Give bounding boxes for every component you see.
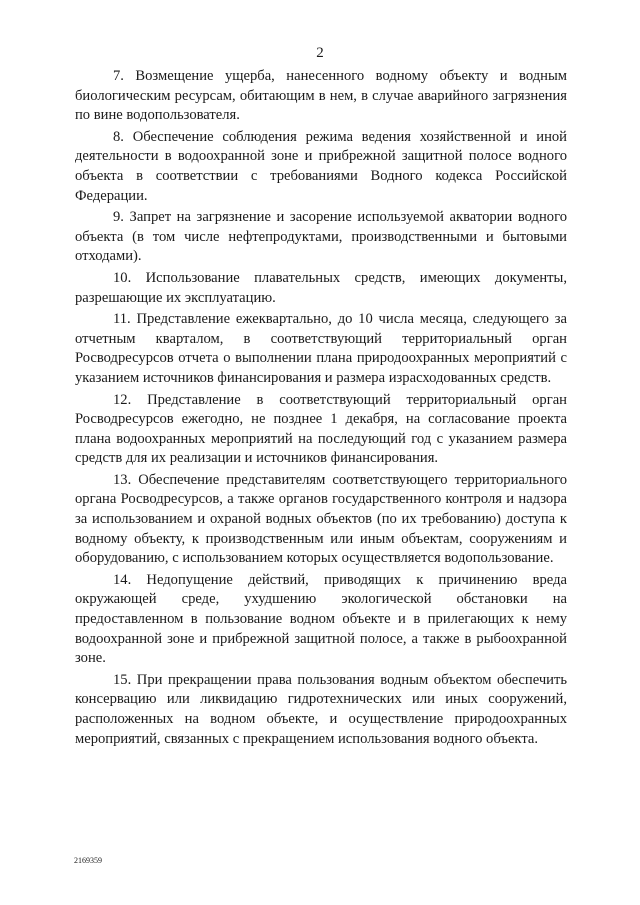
paragraph-12: 12. Представление в соответствующий территориальный орган Росводресурсов ежегодно, не позднее 1 декабря, на согласование проекта плана водоохранных мероприятий на последующий год с указанием размера средств для их реализации и источников финансирования. [75,391,567,467]
paragraph-11: 11. Представление ежеквартально, до 10 числа месяца, следующего за отчетным кварталом, в соответствующий территориальный орган Росводресурсов отчета о выполнении плана природоохранных мероприятий с указанием источников финансирования и размера израсходованных средств. [75,311,567,386]
paragraph-10: 10. Использование плавательных средств, имеющих документы, разрешающие их эксплуатацию. [75,269,567,306]
document-body [75,67,567,751]
paragraph-9: 9. Запрет на загрязнение и засорение используемой акватории водного объекта (в том числе нефтепродуктами, производственными и бытовыми отходами). [75,209,567,265]
paragraph-15: 15. При прекращении права пользования водным объектом обеспечить консервацию или ликвидацию гидротехнических или иных сооружений, расположенных на водном объекте, и осуществление природоохранных мероприятий, связанных с прекращением использования водного объекта. [75,671,567,747]
paragraph-13: 13. Обеспечение представителям соответствующего территориального органа Росводресурсов, а также органов государственного контроля и надзора за использованием и охраной водных объектов (по их требованию) доступа к водному объекту, к производственным или иным объектам, сооружениям и оборудованию, с использованием которых осуществляется водопользование. [75,471,567,567]
document-code: 2169359 [74,856,102,865]
paragraph-14: 14. Недопущение действий, приводящих к причинению вреда окружающей среде, ухудшению экологической обстановки на предоставленном в пользование водном объекте и в прилегающих к нему водоохранной зоне и прибрежной защитной полосе, а также в рыбоохранной зоне. [75,571,567,667]
paragraph-7: 7. Возмещение ущерба, нанесенного водному объекту и водным биологическим ресурсам, обитающим в нем, в случае аварийного загрязнения по вине водопользователя. [75,68,567,124]
page-number: 2 [316,45,324,61]
paragraph-8: 8. Обеспечение соблюдения режима ведения хозяйственной и иной деятельности в водоохранной зоне и прибрежной защитной полосе водного объекта в соответствии с требованиями Водного кодекса Российской Федерации. [75,128,567,204]
